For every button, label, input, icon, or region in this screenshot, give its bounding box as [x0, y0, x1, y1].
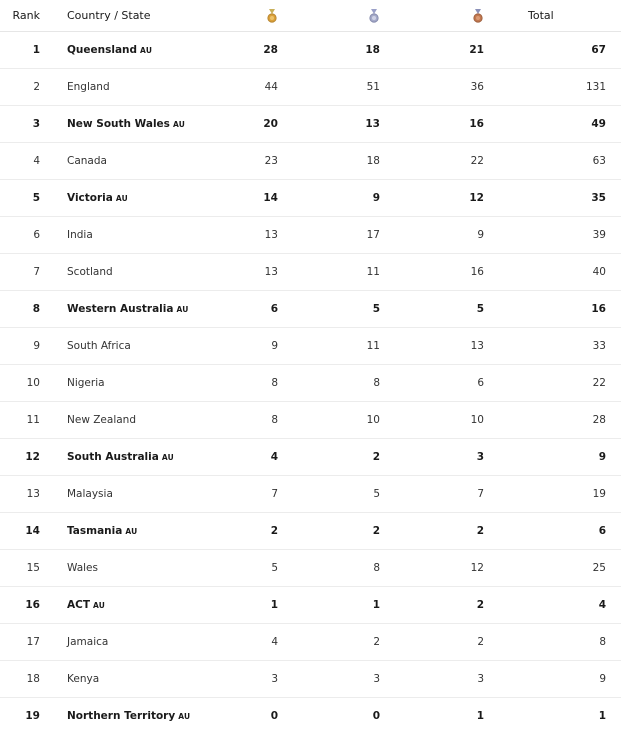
- country-name: Nigeria: [67, 377, 105, 389]
- table-row[interactable]: [0, 365, 621, 402]
- silver-count-cell: 2: [372, 451, 380, 463]
- gold-column-header[interactable]: [222, 9, 278, 23]
- gold-count-cell: 20: [263, 118, 278, 130]
- silver-count-cell: 8: [373, 562, 380, 574]
- rank-cell: 19: [25, 710, 40, 722]
- bronze-count-cell: 7: [477, 488, 484, 500]
- country-name: Wales: [67, 562, 98, 574]
- silver-count-cell: 10: [366, 414, 380, 426]
- region-badge: AU: [176, 305, 189, 314]
- country-name-cell: [42, 562, 222, 574]
- table-row[interactable]: [0, 698, 621, 734]
- bronze-count-cell: 2: [477, 636, 484, 648]
- bronze-count-cell: 16: [469, 118, 484, 130]
- silver-count-cell: 2: [373, 636, 380, 648]
- gold-count-cell: 5: [271, 562, 278, 574]
- gold-count-cell: 1: [270, 599, 278, 611]
- bronze-count-cell: 2: [476, 599, 484, 611]
- country-name: New South Wales: [67, 118, 170, 130]
- total-count-cell: 4: [598, 599, 606, 611]
- rank-cell: 12: [25, 451, 40, 463]
- bronze-count-cell: 1: [476, 710, 484, 722]
- bronze-count-cell: 9: [477, 229, 484, 241]
- table-row[interactable]: [0, 661, 621, 698]
- silver-count-cell: 2: [372, 525, 380, 537]
- country-name: India: [67, 229, 93, 241]
- silver-count-cell: 3: [373, 673, 380, 685]
- rank-cell: 1: [32, 44, 40, 56]
- bronze-count-cell: 3: [476, 451, 484, 463]
- rank-cell: 7: [33, 266, 40, 278]
- table-row[interactable]: [0, 587, 621, 624]
- bronze-medal-icon: [472, 9, 484, 23]
- bronze-count-cell: 5: [476, 303, 484, 315]
- gold-count-cell: 9: [271, 340, 278, 352]
- total-count-cell: 28: [592, 414, 606, 426]
- table-row[interactable]: [0, 328, 621, 365]
- rank-cell: 13: [26, 488, 40, 500]
- total-count-cell: 131: [585, 81, 606, 93]
- total-count-cell: 1: [598, 710, 606, 722]
- gold-medal-icon: [266, 9, 278, 23]
- silver-medal-icon: [368, 9, 380, 23]
- country-name-cell: [42, 710, 222, 722]
- country-name-cell: [42, 155, 222, 167]
- country-name-cell: [42, 525, 222, 537]
- table-row[interactable]: [0, 254, 621, 291]
- country-name: Malaysia: [67, 488, 113, 500]
- country-name-cell: [42, 81, 222, 93]
- table-row[interactable]: [0, 439, 621, 476]
- total-count-cell: 35: [591, 192, 606, 204]
- silver-count-cell: 13: [365, 118, 380, 130]
- gold-count-cell: 8: [271, 377, 278, 389]
- bronze-count-cell: 13: [470, 340, 484, 352]
- gold-count-cell: 6: [270, 303, 278, 315]
- region-badge: AU: [140, 46, 153, 55]
- country-name-cell: [42, 377, 222, 389]
- rank-column-header[interactable]: Rank: [12, 9, 40, 22]
- silver-count-cell: 8: [373, 377, 380, 389]
- total-count-cell: 39: [592, 229, 606, 241]
- gold-count-cell: 13: [264, 229, 278, 241]
- total-count-cell: 9: [598, 451, 606, 463]
- country-name-cell: [42, 599, 222, 611]
- rank-cell: 14: [25, 525, 40, 537]
- silver-count-cell: 18: [365, 44, 380, 56]
- silver-count-cell: 51: [366, 81, 380, 93]
- silver-column-header[interactable]: [278, 9, 380, 23]
- country-name: New Zealand: [67, 414, 136, 426]
- gold-count-cell: 3: [271, 673, 278, 685]
- gold-count-cell: 23: [264, 155, 278, 167]
- silver-count-cell: 11: [366, 266, 380, 278]
- country-name: South Africa: [67, 340, 131, 352]
- table-row[interactable]: [0, 624, 621, 661]
- silver-count-cell: 5: [372, 303, 380, 315]
- silver-count-cell: 11: [366, 340, 380, 352]
- region-badge: AU: [172, 120, 186, 129]
- total-count-cell: 6: [598, 525, 606, 537]
- country-name: Northern Territory: [67, 710, 176, 722]
- gold-count-cell: 4: [271, 636, 278, 648]
- total-count-cell: 33: [592, 340, 606, 352]
- table-row[interactable]: [0, 550, 621, 587]
- bronze-count-cell: 22: [470, 155, 484, 167]
- total-count-cell: 16: [591, 303, 606, 315]
- rank-cell: 16: [25, 599, 40, 611]
- country-name: Queensland: [67, 44, 138, 56]
- rank-cell: 3: [32, 118, 40, 130]
- table-header: [0, 0, 621, 32]
- gold-count-cell: 28: [263, 44, 278, 56]
- country-name: ACT: [67, 599, 90, 611]
- gold-count-cell: 2: [270, 525, 278, 537]
- country-name-cell: [42, 266, 222, 278]
- table-row[interactable]: [0, 32, 621, 69]
- bronze-count-cell: 12: [470, 562, 484, 574]
- country-name: Jamaica: [67, 636, 109, 648]
- rank-cell: 10: [26, 377, 40, 389]
- silver-count-cell: 1: [372, 599, 380, 611]
- country-name-cell: [42, 488, 222, 500]
- country-name-cell: [42, 414, 222, 426]
- silver-count-cell: 18: [366, 155, 380, 167]
- silver-count-cell: 5: [373, 488, 380, 500]
- country-name: England: [67, 81, 110, 93]
- total-count-cell: 19: [592, 488, 606, 500]
- table-row[interactable]: [0, 513, 621, 550]
- table-row[interactable]: [0, 106, 621, 143]
- table-row[interactable]: [0, 402, 621, 439]
- rank-cell: 17: [26, 636, 40, 648]
- bronze-count-cell: 16: [470, 266, 484, 278]
- table-row[interactable]: [0, 291, 621, 328]
- table-row[interactable]: [0, 69, 621, 106]
- bronze-column-header[interactable]: [380, 9, 484, 23]
- table-row[interactable]: [0, 217, 621, 254]
- bronze-count-cell: 2: [476, 525, 484, 537]
- total-column-header[interactable]: Total: [528, 9, 554, 22]
- country-name: Tasmania: [67, 525, 123, 537]
- region-badge: AU: [178, 712, 191, 721]
- table-body: [0, 32, 621, 734]
- total-count-cell: 49: [591, 118, 606, 130]
- country-name-cell: [42, 636, 222, 648]
- bronze-count-cell: 6: [477, 377, 484, 389]
- rank-cell: 18: [26, 673, 40, 685]
- total-count-cell: 40: [592, 266, 606, 278]
- gold-count-cell: 7: [271, 488, 278, 500]
- total-count-cell: 25: [592, 562, 606, 574]
- silver-count-cell: 9: [372, 192, 380, 204]
- total-count-cell: 67: [591, 44, 606, 56]
- silver-count-cell: 17: [366, 229, 380, 241]
- country-name: Western Australia: [67, 303, 174, 315]
- country-name: Scotland: [67, 266, 113, 278]
- total-count-cell: 22: [592, 377, 606, 389]
- rank-cell: 8: [32, 303, 40, 315]
- gold-count-cell: 13: [264, 266, 278, 278]
- country-name-cell: [42, 192, 222, 204]
- silver-count-cell: 0: [372, 710, 380, 722]
- country-name-cell: [42, 44, 222, 56]
- bronze-count-cell: 21: [469, 44, 484, 56]
- country-name-cell: [42, 229, 222, 241]
- country-name-cell: [42, 340, 222, 352]
- rank-cell: 2: [33, 81, 40, 93]
- rank-cell: 11: [26, 414, 40, 426]
- country-name: Canada: [67, 155, 107, 167]
- bronze-count-cell: 10: [470, 414, 484, 426]
- gold-count-cell: 8: [271, 414, 278, 426]
- rank-cell: 5: [32, 192, 40, 204]
- country-column-header[interactable]: Country / State: [67, 9, 151, 22]
- gold-count-cell: 0: [270, 710, 278, 722]
- total-count-cell: 63: [592, 155, 606, 167]
- gold-count-cell: 44: [264, 81, 278, 93]
- gold-count-cell: 14: [263, 192, 278, 204]
- region-badge: AU: [93, 601, 106, 610]
- bronze-count-cell: 36: [470, 81, 484, 93]
- bronze-count-cell: 3: [477, 673, 484, 685]
- gold-count-cell: 4: [270, 451, 278, 463]
- rank-cell: 15: [26, 562, 40, 574]
- total-count-cell: 9: [599, 673, 606, 685]
- country-name-cell: [42, 118, 222, 130]
- region-badge: AU: [125, 527, 138, 536]
- rank-cell: 6: [33, 229, 40, 241]
- region-badge: AU: [161, 453, 174, 462]
- country-name: Kenya: [67, 673, 100, 685]
- table-row[interactable]: [0, 143, 621, 180]
- country-name: South Australia: [67, 451, 159, 463]
- total-count-cell: 8: [599, 636, 606, 648]
- country-name-cell: [42, 673, 222, 685]
- bronze-count-cell: 12: [469, 192, 484, 204]
- rank-cell: 4: [33, 155, 40, 167]
- table-row[interactable]: [0, 180, 621, 217]
- table-row[interactable]: [0, 476, 621, 513]
- region-badge: AU: [115, 194, 128, 203]
- country-name-cell: [42, 303, 222, 315]
- country-name-cell: [42, 451, 222, 463]
- rank-cell: 9: [33, 340, 40, 352]
- country-name: Victoria: [67, 192, 113, 204]
